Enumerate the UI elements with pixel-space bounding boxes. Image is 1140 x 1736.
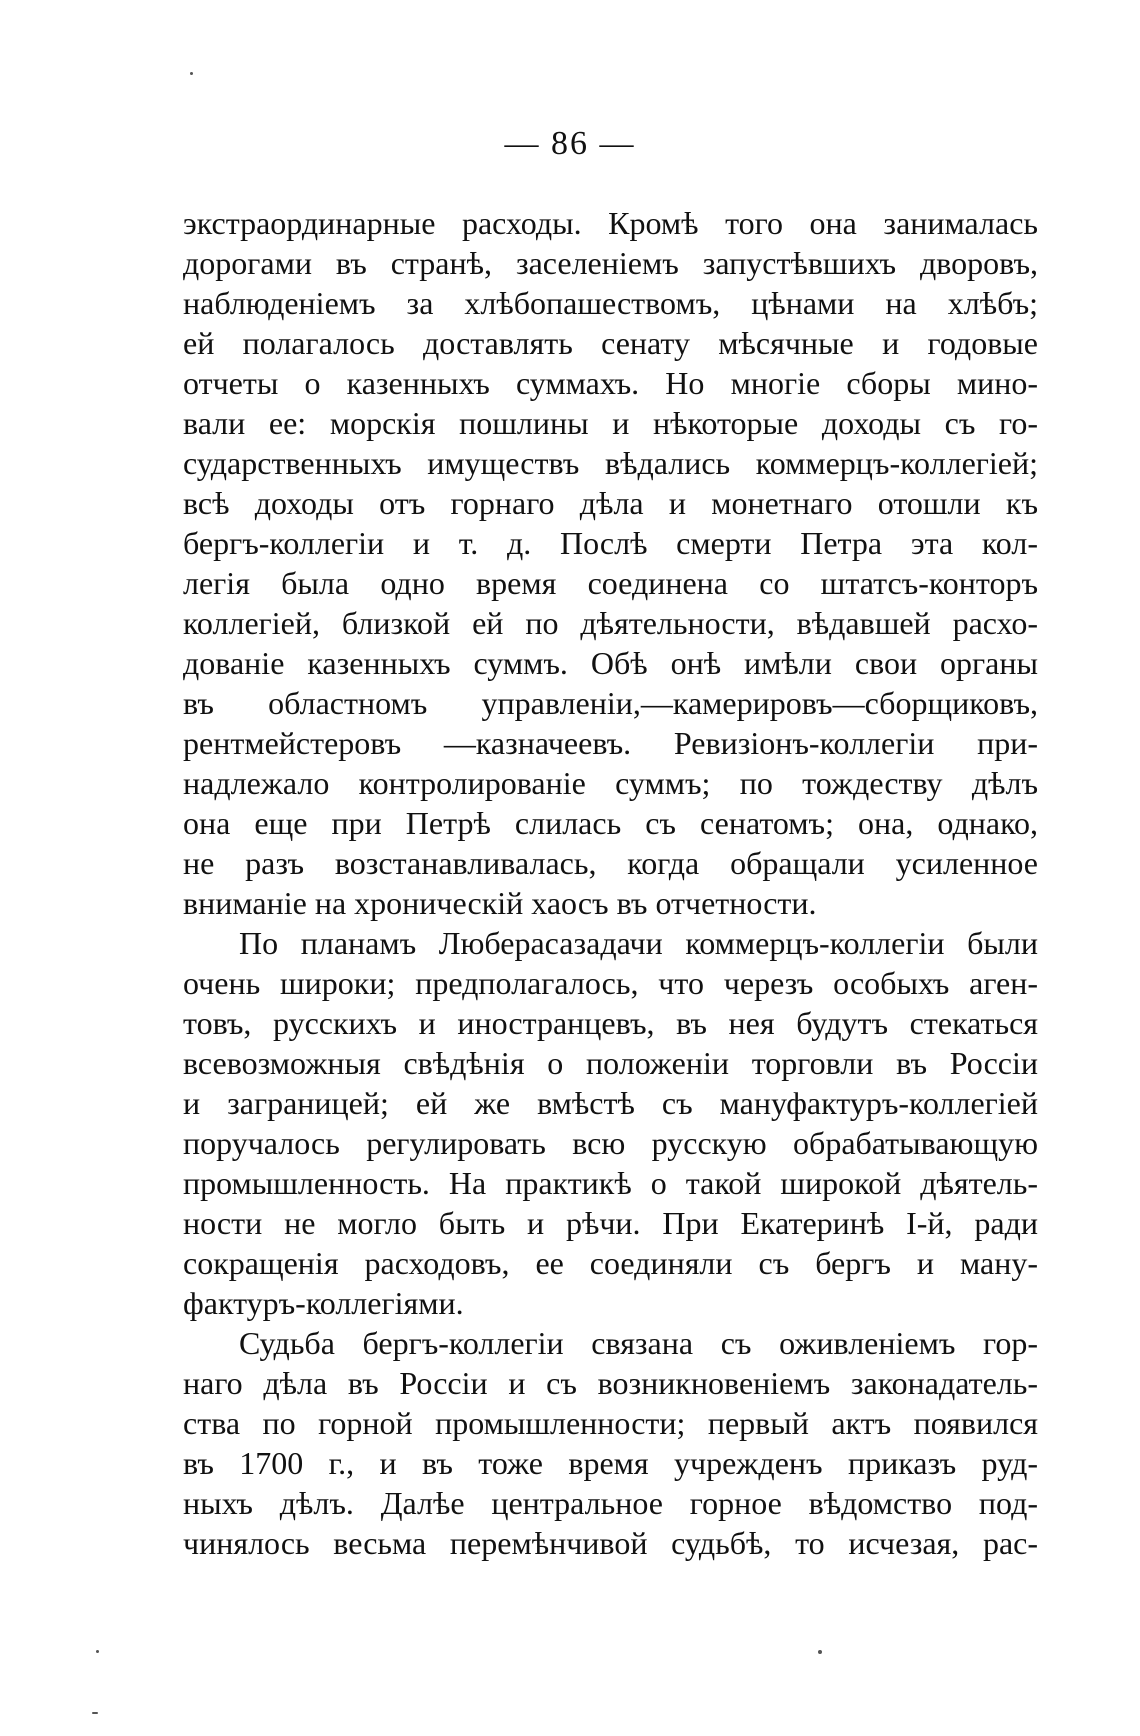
text-line: надлежало контролированiе суммъ; по тождеству дѣлъ	[183, 765, 1038, 801]
text-line: промышленность. На практикѣ о такой широкой дѣятель-	[183, 1165, 1038, 1201]
text-line: ей полагалось доставлять сенату мѣсячные и годовые	[183, 325, 1038, 361]
text-line: не разъ возстанавливалась, когда обращали усиленное	[183, 845, 1038, 881]
body-text	[183, 203, 1038, 1563]
text-line: экстраординарные расходы. Кромѣ того она занималась	[183, 205, 1038, 241]
text-line: всевозможныя свѣдѣнiя о положенiи торговли въ Россiи	[183, 1045, 1038, 1081]
text-line: въ областномъ управленiи,—камерировъ—сборщиковъ,	[183, 685, 1038, 721]
paragraph-start-line: По планамъ Люберасазадачи коммерцъ-коллегiи были	[239, 925, 1038, 961]
text-line: въ 1700 г., и въ тоже время учрежденъ приказъ руд-	[183, 1445, 1038, 1481]
paragraph-end-line: вниманiе на хроническiй хаосъ въ отчетности.	[183, 885, 817, 921]
text-line: ныхъ дѣлъ. Далѣе центральное горное вѣдомство под-	[183, 1485, 1038, 1521]
text-line: всѣ доходы отъ горнаго дѣла и монетнаго отошли къ	[183, 485, 1038, 521]
text-line: она еще при Петрѣ слилась съ сенатомъ; она, однако,	[183, 805, 1038, 841]
scan-speck	[96, 1650, 99, 1653]
text-line: рентмейстеровъ —казначеевъ. Ревизiонъ-коллегiи при-	[183, 725, 1038, 761]
text-line: очень широки; предполагалось, что черезъ особыхъ аген-	[183, 965, 1038, 1001]
paragraph-start-line: Судьба бергъ-коллегiи связана съ оживленiемъ гор-	[239, 1325, 1038, 1361]
text-line: вали ее: морскiя пошлины и нѣкоторые доходы съ го-	[183, 405, 1038, 441]
scan-speck	[92, 1712, 98, 1714]
text-line: чинялось весьма перемѣнчивой судьбѣ, то исчезая, рас-	[183, 1525, 1038, 1561]
text-line: наго дѣла въ Россiи и съ возникновенiемъ законадатель-	[183, 1365, 1038, 1401]
text-line: наблюденiемъ за хлѣбопашествомъ, цѣнами на хлѣбъ;	[183, 285, 1038, 321]
scan-speck	[190, 72, 193, 75]
text-line: бергъ-коллегiи и т. д. Послѣ смерти Петра эта кол-	[183, 525, 1038, 561]
text-line: сокращенiя расходовъ, ее соединяли съ бергъ и ману-	[183, 1245, 1038, 1281]
text-line: дорогами въ странѣ, заселенiемъ запустѣвшихъ дворовъ,	[183, 245, 1038, 281]
text-line: коллегiей, близкой ей по дѣятельности, вѣдавшей расхо-	[183, 605, 1038, 641]
scan-speck	[818, 1650, 822, 1654]
text-line: ства по горной промышленности; первый актъ появился	[183, 1405, 1038, 1441]
text-line: ности не могло быть и рѣчи. При Екатеринѣ I-й, ради	[183, 1205, 1038, 1241]
paragraph-end-line: фактуръ-коллегiями.	[183, 1285, 464, 1321]
text-line: и заграницей; ей же вмѣстѣ съ мануфактуръ-коллегiей	[183, 1085, 1038, 1121]
text-line: товъ, русскихъ и иностранцевъ, въ нея будутъ стекаться	[183, 1005, 1038, 1041]
text-line: легiя была одно время соединена со штатсъ-конторъ	[183, 565, 1038, 601]
text-line: дованiе казенныхъ суммъ. Обѣ онѣ имѣли свои органы	[183, 645, 1038, 681]
text-line: поручалось регулировать всю русскую обрабатывающую	[183, 1125, 1038, 1161]
page-number: — 86 —	[504, 125, 636, 162]
text-line: отчеты о казенныхъ суммахъ. Но многiе сборы мино-	[183, 365, 1038, 401]
text-line: сударственныхъ имуществъ вѣдались коммерцъ-коллегiей;	[183, 445, 1038, 481]
